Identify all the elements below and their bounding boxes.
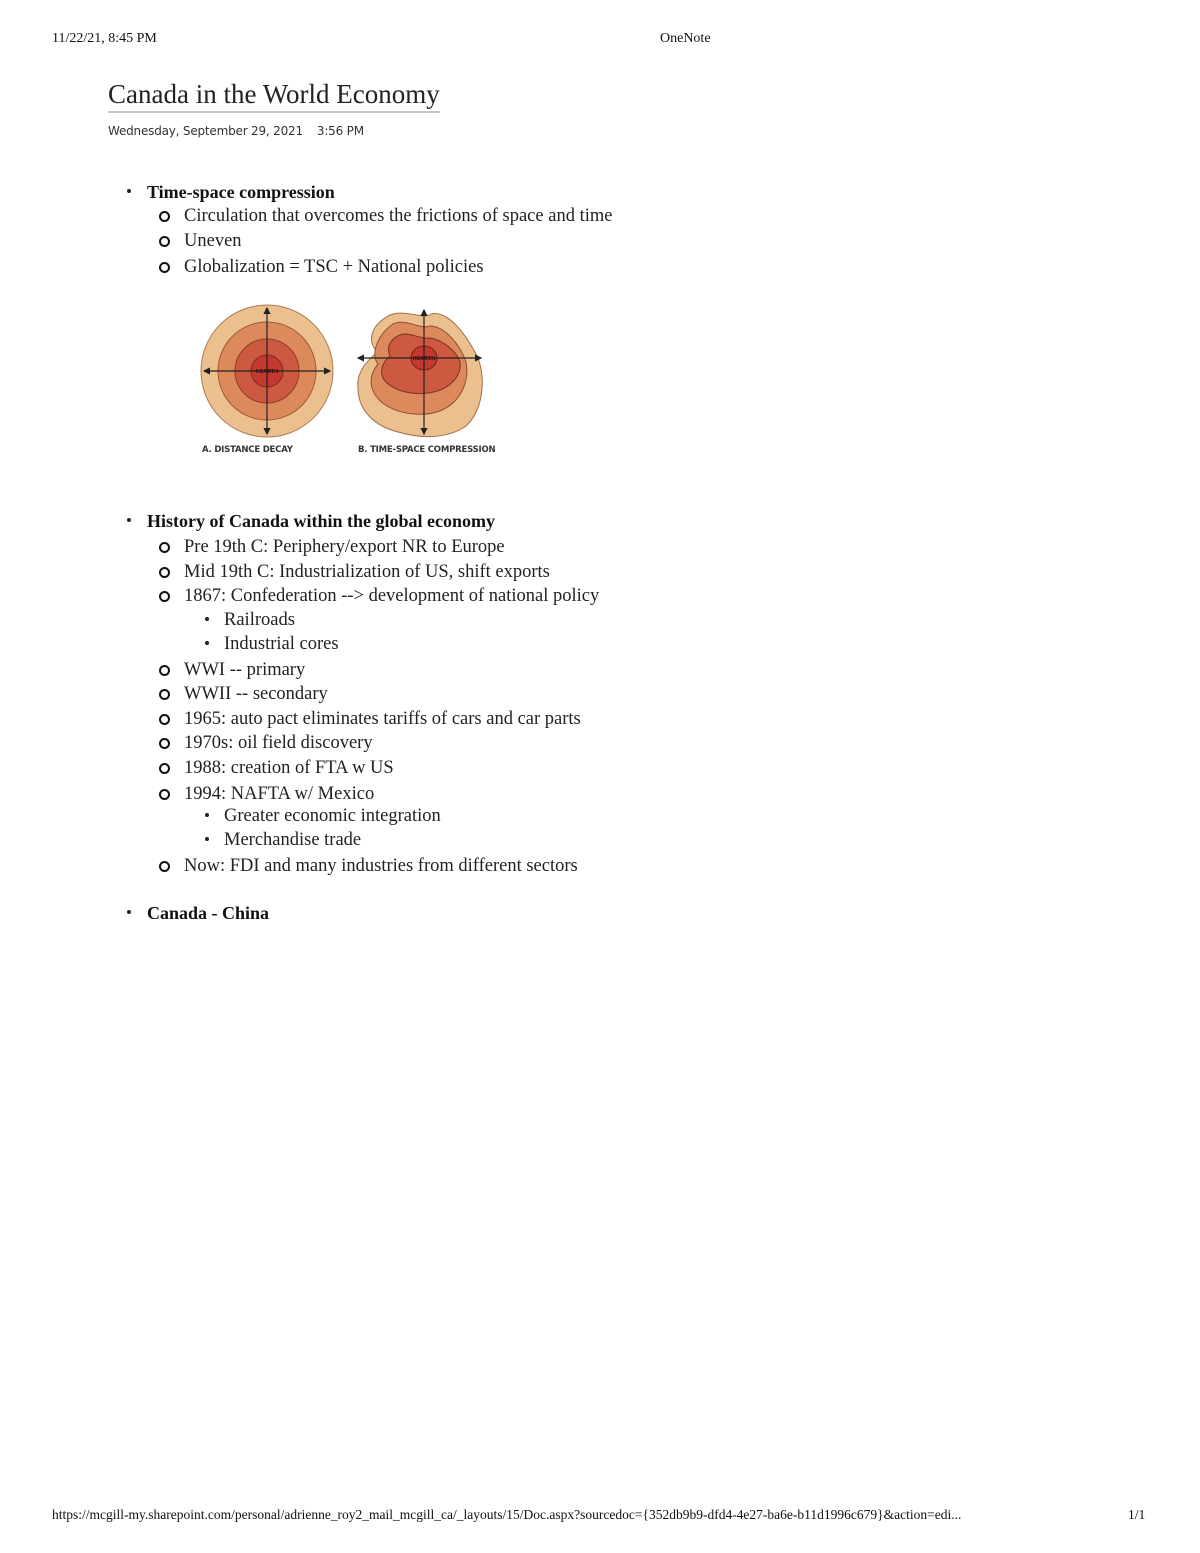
list-item[interactable]: Circulation that overcomes the frictions of space and time — [184, 206, 613, 226]
print-header-app-name: OneNote — [660, 31, 711, 46]
distance-decay-graphic — [201, 305, 333, 437]
bullet-ring-icon — [159, 738, 170, 749]
page-date-time — [108, 124, 378, 138]
section-heading-time-space-compression[interactable]: Time-space compression — [147, 182, 335, 202]
bullet-dot-icon — [127, 189, 131, 193]
bullet-ring-icon — [159, 591, 170, 602]
bullet-ring-icon — [159, 542, 170, 553]
bullet-ring-icon — [159, 236, 170, 247]
bullet-ring-icon — [159, 861, 170, 872]
list-item[interactable]: Uneven — [184, 231, 242, 251]
section-heading-canada-china[interactable]: Canada - China — [147, 903, 270, 923]
page-time: 3:56 PM — [316, 124, 364, 138]
list-item[interactable]: Globalization = TSC + National policies — [184, 257, 484, 277]
print-footer-page-number: 1/1 — [1128, 1507, 1146, 1522]
list-item[interactable]: Mid 19th C: Industrialization of US, shift exports — [184, 562, 550, 582]
bullet-dot-icon — [205, 617, 209, 621]
list-item[interactable]: WWII -- secondary — [184, 684, 328, 704]
bullet-ring-icon — [159, 262, 170, 273]
caption-distance-decay: A. DISTANCE DECAY — [202, 445, 293, 455]
hearth-label-b: HEARTH — [412, 356, 436, 362]
list-item[interactable]: 1970s: oil field discovery — [184, 733, 373, 753]
bullet-dot-icon — [205, 813, 209, 817]
list-item[interactable]: 1994: NAFTA w/ Mexico — [184, 784, 375, 804]
list-subitem[interactable]: Merchandise trade — [224, 830, 362, 850]
list-item[interactable]: 1867: Confederation --> development of national policy — [184, 586, 600, 606]
print-footer-url: https://mcgill-my.sharepoint.com/personal/adrienne_roy2_mail_mcgill_ca/_layouts/15/Doc.aspx?sourcedoc={352db9b9-dfd4-4e27-ba6e-b11d1996c679}&action=edi... — [52, 1507, 962, 1522]
bullet-ring-icon — [159, 714, 170, 725]
list-item[interactable]: Now: FDI and many industries from different sectors — [184, 856, 578, 876]
bullet-dot-icon — [127, 518, 131, 522]
bullet-ring-icon — [159, 689, 170, 700]
bullet-ring-icon — [159, 763, 170, 774]
bullet-ring-icon — [159, 211, 170, 222]
list-subitem[interactable]: Greater economic integration — [224, 806, 441, 826]
list-subitem[interactable]: Industrial cores — [224, 634, 339, 654]
bullet-dot-icon — [127, 910, 131, 914]
bullet-ring-icon — [159, 567, 170, 578]
time-space-compression-graphic — [358, 310, 482, 437]
hearth-label-a: HEARTH — [255, 369, 279, 375]
section-heading-history-of-canada[interactable]: History of Canada within the global economy — [147, 511, 496, 531]
bullet-dot-icon — [205, 641, 209, 645]
list-item[interactable]: WWI -- primary — [184, 660, 306, 680]
list-item[interactable]: 1988: creation of FTA w US — [184, 758, 394, 778]
bullet-dot-icon — [205, 837, 209, 841]
bullet-ring-icon — [159, 789, 170, 800]
caption-time-space-compression: B. TIME-SPACE COMPRESSION — [358, 445, 496, 455]
bullet-ring-icon — [159, 665, 170, 676]
list-item[interactable]: 1965: auto pact eliminates tariffs of cars and car parts — [184, 709, 581, 729]
list-item[interactable]: Pre 19th C: Periphery/export NR to Europe — [184, 537, 505, 557]
page-date: Wednesday, September 29, 2021 — [108, 124, 303, 138]
print-header-datetime: 11/22/21, 8:45 PM — [52, 31, 157, 46]
diagram-graphic — [198, 300, 488, 460]
page-title[interactable]: Canada in the World Economy — [108, 78, 440, 113]
list-subitem[interactable]: Railroads — [224, 610, 295, 630]
distance-decay-vs-time-space-compression-diagram[interactable] — [198, 300, 496, 460]
